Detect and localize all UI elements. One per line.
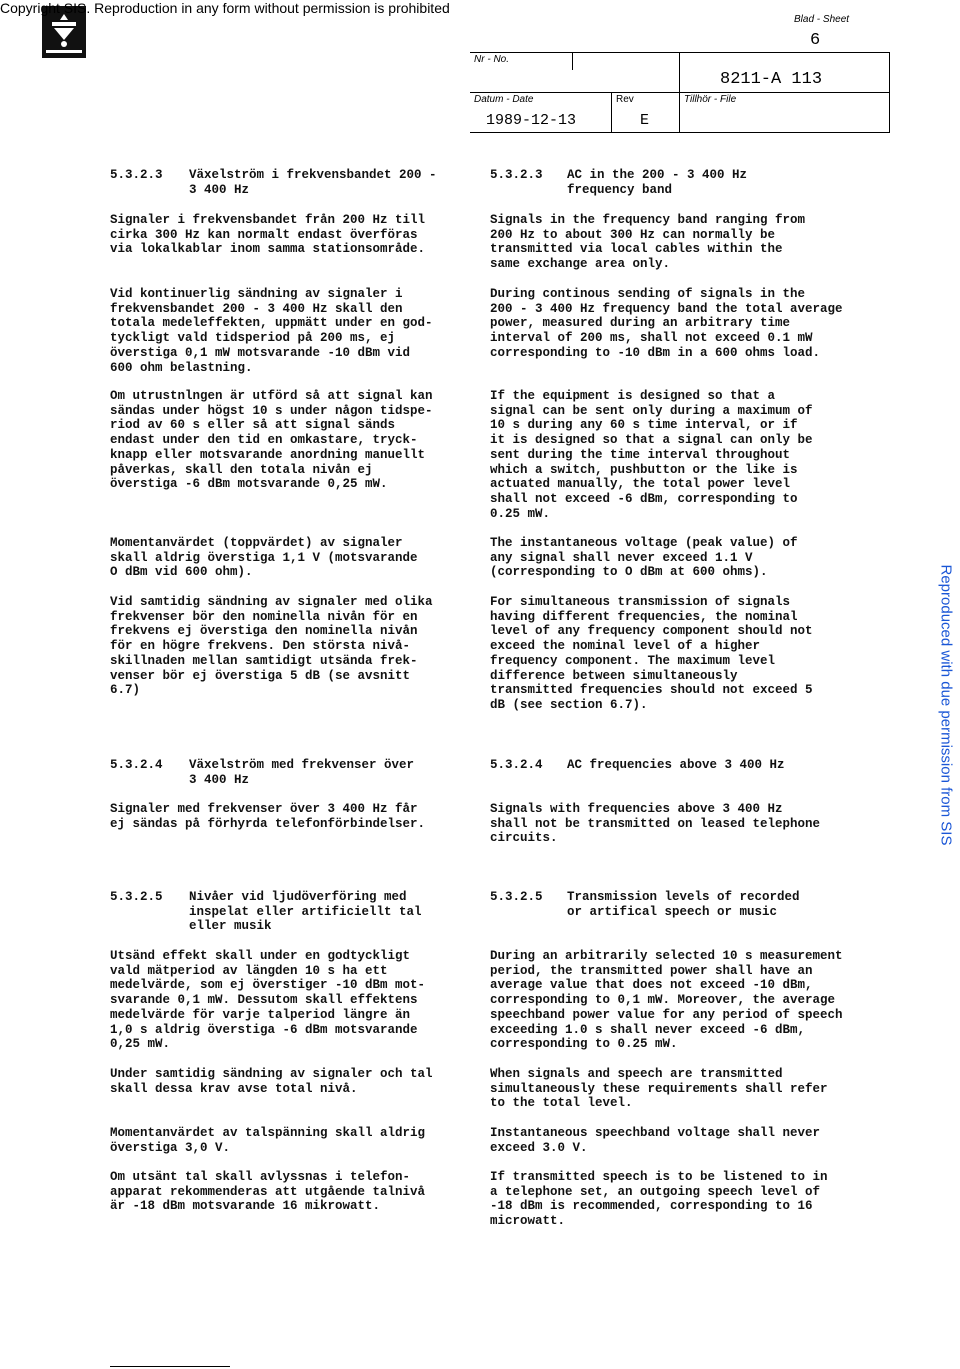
section-number: 5.3.2.3 — [490, 168, 543, 182]
section-title: Växelström i frekvensbandet 200 - 3 400 Hz — [189, 168, 437, 197]
section-title: AC in the 200 - 3 400 Hz frequency band — [567, 168, 748, 197]
nr-label: Nr - No. — [474, 54, 509, 65]
section-title: Transmission levels of recorded or artifical speech or music — [567, 890, 800, 919]
side-permission-text: Reproduced with due permission from SIS — [937, 564, 955, 846]
header-rule-bottom — [470, 132, 890, 133]
file-label: Tillhör - File — [684, 94, 737, 105]
section-number: 5.3.2.5 — [490, 890, 543, 904]
header-rule-v3 — [611, 92, 612, 132]
document-date: 1989-12-13 — [486, 112, 577, 129]
sheet-label: Blad - Sheet — [794, 14, 850, 25]
header-rule-right — [889, 52, 890, 132]
paragraph: For simultaneous transmission of signals having different frequencies, the nominal level of any frequency component should not exceed the nominal level of a higher frequency component. The maximum level difference between simultaneously transmitted frequencies should not exceed 5 dB (see section 6.7). — [490, 595, 813, 712]
paragraph: Vid samtidig sändning av signaler med olika frekvenser bör den nominella nivån för en frekvens ej överstiga den nominella nivån för en högre frekvens. Den största nivå- skillnaden mellan samtidigt utsända frek- venser bör ej överstiga 5 dB (se avsnitt 6.7) — [110, 595, 433, 698]
rev-label: Rev — [616, 94, 634, 105]
paragraph: Instantaneous speechband voltage shall never exceed 3.0 V. — [490, 1126, 821, 1155]
header-rule-v1 — [572, 52, 573, 70]
document-revision: E — [640, 112, 650, 129]
paragraph: Vid kontinuerlig sändning av signaler i frekvensbandet 200 - 3 400 Hz skall den totala medeleffekten, uppmätt under en god- tyckligt vald tidsperiod på 200 ms, ej överstiga 0,1 mW motsvarande -10 dBm vid 600 ohm belastning. — [110, 287, 433, 375]
paragraph: During an arbitrarily selected 10 s measurement period, the transmitted power shall have an average value that does not exceed -10 dBm, corresponding to 0,1 mW. Moreover, the average speechband power value for any period of speech exceeding 1.0 s shall never exceed -6 dBm, corresponding to 0.25 mW. — [490, 949, 843, 1052]
sheet-number: 6 — [810, 31, 821, 50]
paragraph: Signaler i frekvensbandet från 200 Hz till cirka 300 Hz kan normalt endast överföras via lokalkablar inom samma stationsområde. — [110, 213, 426, 257]
section-title: Nivåer vid ljudöverföring med inspelat eller artificiellt tal eller musik — [189, 890, 422, 934]
paragraph: Utsänd effekt skall under en godtyckligt vald mätperiod av längden 10 s ha ett medelvärde, som ej överstiger -10 dBm mot- svarande 0,1 mW. Dessutom skall effektens medelvärde för varje talperiod längre än 1,0 s aldrig överstiga -6 dBm motsvarande 0,25 mW. — [110, 949, 426, 1052]
footer-rule — [110, 1366, 230, 1367]
header-rule-top — [470, 52, 890, 53]
paragraph: Om utsänt tal skall avlyssnas i telefon- apparat rekommenderas att utgående talnivå är -18 dBm motsvarande 16 mikrowatt. — [110, 1170, 426, 1214]
paragraph: During continous sending of signals in the 200 - 3 400 Hz frequency band the total average power, measured during an arbitrary time interval of 200 ms, shall not exceed 0.1 mW corresponding to -10 dBm in a 600 ohms load. — [490, 287, 843, 360]
section-number: 5.3.2.5 — [110, 890, 163, 904]
section-title: AC frequencies above 3 400 Hz — [567, 758, 785, 772]
paragraph: Signals with frequencies above 3 400 Hz shall not be transmitted on leased telephone circuits. — [490, 802, 821, 846]
section-number: 5.3.2.3 — [110, 168, 163, 182]
paragraph: Signaler med frekvenser över 3 400 Hz får ej sändas på förhyrda telefonförbindelser. — [110, 802, 426, 831]
paragraph: Momentanvärdet av talspänning skall aldrig överstiga 3,0 V. — [110, 1126, 426, 1155]
paragraph: Under samtidig sändning av signaler och tal skall dessa krav avse total nivå. — [110, 1067, 433, 1096]
date-label: Datum - Date — [474, 94, 534, 105]
section-number: 5.3.2.4 — [490, 758, 543, 772]
header-rule-mid — [470, 92, 890, 93]
paragraph: If transmitted speech is to be listened to in a telephone set, an outgoing speech level of -18 dBm is recommended, corresponding to 16 microwatt. — [490, 1170, 828, 1229]
section-number: 5.3.2.4 — [110, 758, 163, 772]
section-title: Växelström med frekvenser över 3 400 Hz — [189, 758, 415, 787]
paragraph: If the equipment is designed so that a signal can be sent only during a maximum of 10 s during any 60 s time interval, or if it is designed so that a signal can only be sent during the time interval throughout which a switch, pushbutton or the like is actuated manually, the total power level shall not exceed -6 dBm, corresponding to 0.25 mW. — [490, 389, 813, 521]
copyright-notice: Copyright SIS. Reproduction in any form without permission is prohibited — [0, 0, 450, 16]
side-permission-note — [936, 566, 956, 846]
paragraph: When signals and speech are transmitted simultaneously these requirements shall refer to the total level. — [490, 1067, 828, 1111]
paragraph: Signals in the frequency band ranging from 200 Hz to about 300 Hz can normally be transmitted via local cables within the same exchange area only. — [490, 213, 806, 272]
paragraph: Momentanvärdet (toppvärdet) av signaler skall aldrig överstiga 1,1 V (motsvarande O dBm vid 600 ohm). — [110, 536, 418, 580]
document-number: 8211-A 113 — [720, 70, 823, 89]
paragraph: Om utrustnlngen är utförd så att signal kan sändas under högst 10 s under någon tidspe- riod av 60 s eller så att signal sänds endast under den tid en omkastare, tryck- knapp eller motsvarande anordning manuellt påverkas, skall den totala nivån ej överstiga -6 dBm motsvarande 0,25 mW. — [110, 389, 433, 492]
paragraph: The instantaneous voltage (peak value) of any signal shall never exceed 1.1 V (corresponding to O dBm at 600 ohms). — [490, 536, 798, 580]
